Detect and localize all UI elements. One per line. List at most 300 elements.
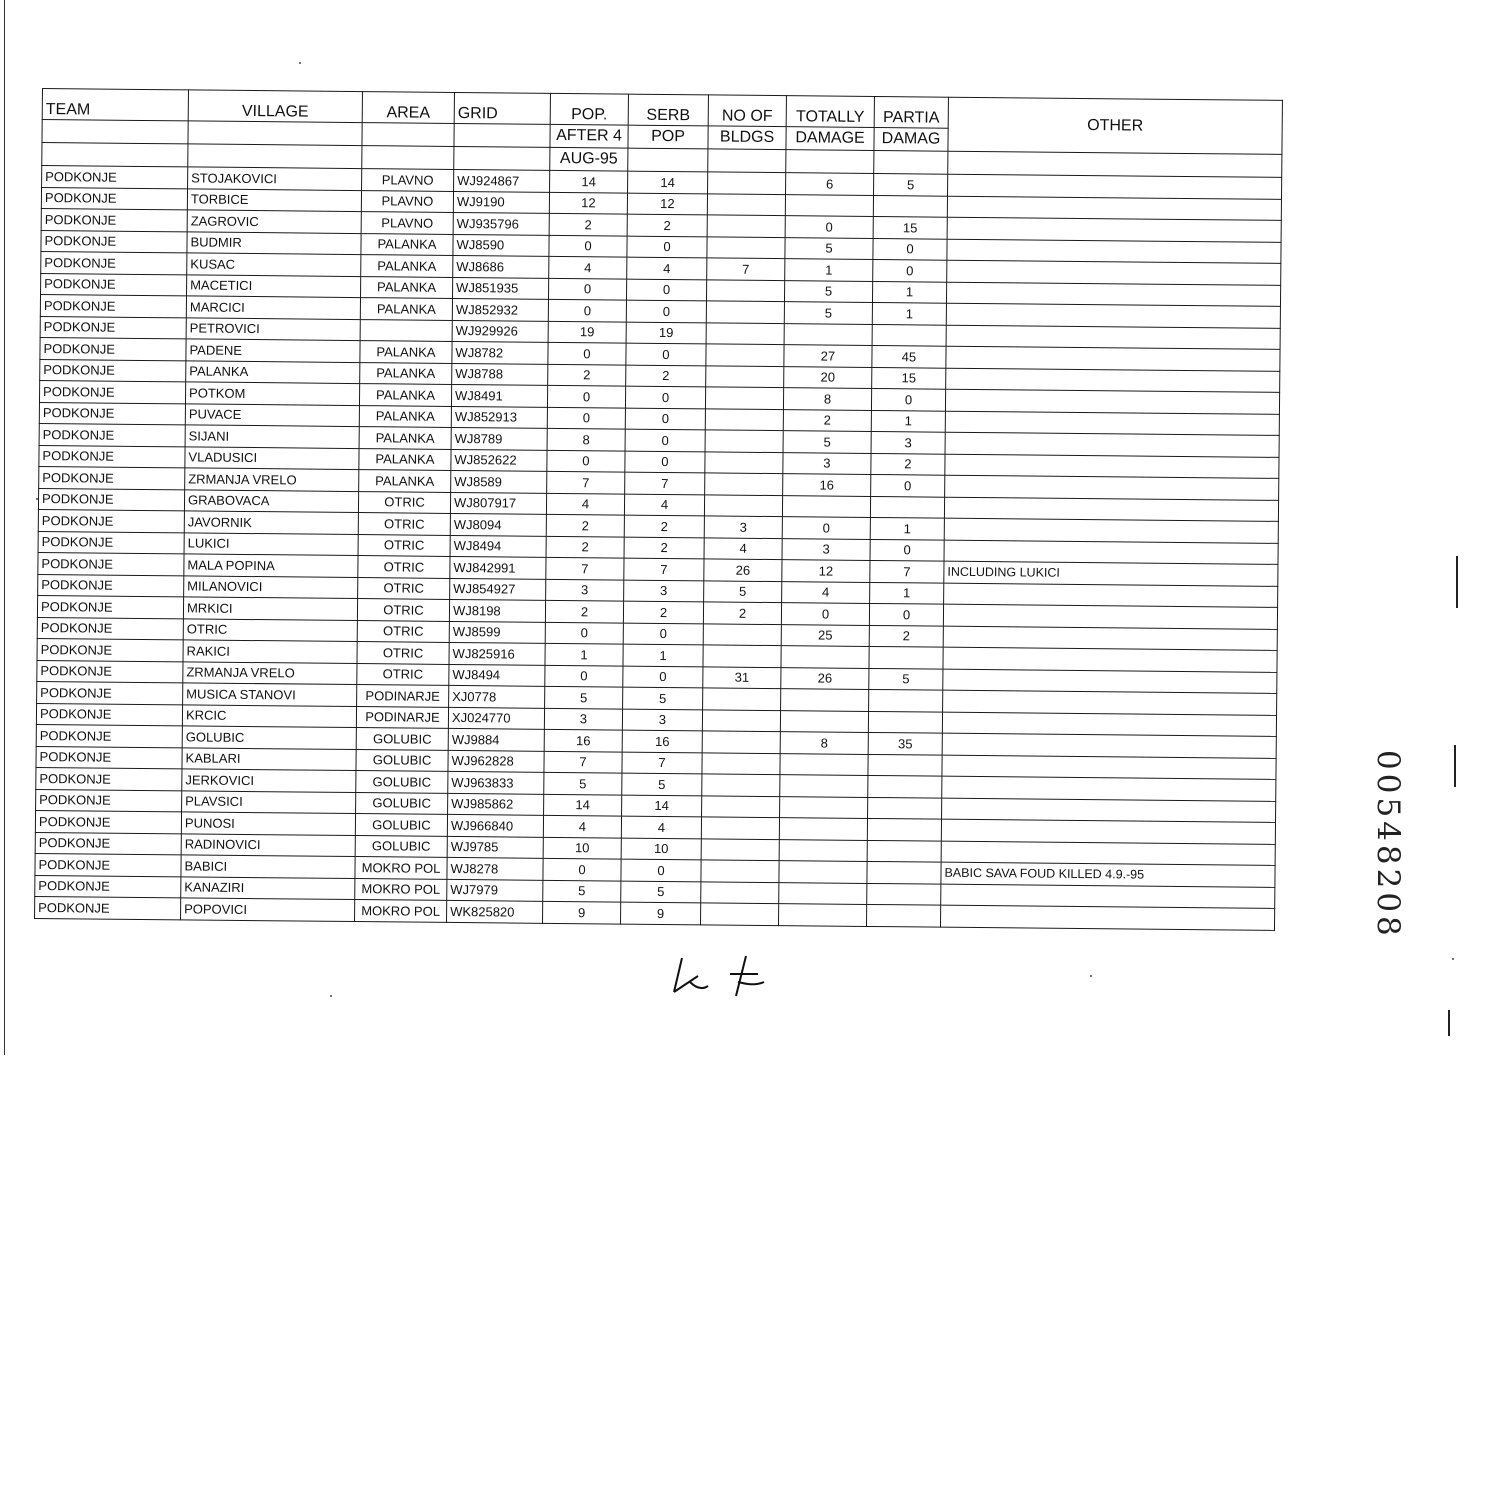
pop-after-cell: 14 [544,794,622,816]
team-cell: PODKONJE [41,187,187,210]
serb-pop-cell: 7 [625,472,705,494]
team-cell: PODKONJE [41,230,187,253]
grid-cell: WJ9884 [448,728,544,750]
team-cell: PODKONJE [39,380,185,403]
partially-damaged-cell: 1 [870,517,944,539]
pop-after-cell: 0 [547,385,625,407]
serb-pop-cell: 0 [627,236,707,258]
grid-cell: WJ825916 [449,642,545,664]
header-area: AREA [362,92,454,124]
buildings-cell [706,301,784,323]
totally-damaged-cell: 3 [783,452,871,474]
totally-damaged-cell: 4 [782,581,870,603]
area-cell: GOLUBIC [355,814,447,836]
partially-damaged-cell: 45 [872,345,946,367]
village-cell: OTRIC [183,618,357,641]
village-cell: RAKICI [183,640,357,663]
area-cell: PLAVNO [361,212,453,234]
buildings-cell [706,365,784,387]
team-cell: PODKONJE [39,402,185,425]
buildings-cell [703,623,781,645]
area-cell: GOLUBIC [356,792,448,814]
totally-damaged-cell [780,710,868,732]
grid-cell: WJ8198 [449,599,545,621]
serb-pop-cell: 5 [622,773,702,795]
serb-pop-cell: 3 [624,580,704,602]
team-cell: PODKONJE [37,638,183,661]
buildings-cell [701,838,779,860]
partially-damaged-cell: 5 [869,668,943,690]
serb-pop-cell: 0 [623,666,703,688]
pop-after-cell: 12 [549,192,627,214]
survey-sheet [34,88,1282,930]
serb-pop-cell: 14 [622,795,702,817]
totally-damaged-cell: 16 [783,474,871,496]
partially-damaged-cell: 0 [871,388,945,410]
village-cell: ZAGROVIC [187,210,361,233]
pop-after-cell: 0 [548,342,626,364]
header-cell [786,150,874,174]
pop-after-cell: 4 [543,815,621,837]
grid-cell: WJ7979 [447,879,543,901]
partially-damaged-cell: 15 [872,367,946,389]
village-cell: KUSAC [187,253,361,276]
village-cell: MRKICI [183,597,357,620]
grid-cell: WJ8494 [449,664,545,686]
buildings-cell: 4 [704,537,782,559]
header-other: OTHER [948,97,1283,154]
pop-after-cell: 2 [546,536,624,558]
area-cell: PALANKA [360,362,452,384]
area-cell: PALANKA [361,255,453,277]
totally-damaged-cell [780,775,868,797]
buildings-cell [706,279,784,301]
buildings-cell [704,494,782,516]
grid-cell: WJ8278 [447,857,543,879]
partially-damaged-cell [872,324,946,346]
grid-cell: WJ8094 [450,513,546,535]
header-cell [454,123,550,147]
buildings-cell [706,344,784,366]
table-body [35,166,1282,930]
team-cell: PODKONJE [35,810,181,833]
pop-after-cell: 5 [543,880,621,902]
totally-damaged-cell: 3 [782,538,870,560]
totally-damaged-cell: 1 [785,259,873,281]
partially-damaged-cell [866,904,940,926]
village-cell: ZRMANJA VRELO [185,468,359,491]
totally-damaged-cell: 0 [781,603,869,625]
partially-damaged-cell: 0 [869,603,943,625]
serb-pop-cell: 0 [625,408,705,430]
totally-damaged-cell [781,689,869,711]
team-cell: PODKONJE [41,273,187,296]
village-cell: KANAZIRI [181,876,355,899]
pop-after-cell: 0 [548,299,626,321]
totally-damaged-cell [779,839,867,861]
margin-mark [1456,556,1458,608]
header-cell [362,123,454,147]
margin-mark [1448,1010,1450,1036]
area-cell: PALANKA [359,405,451,427]
totally-damaged-cell [779,818,867,840]
totally-damaged-cell [780,753,868,775]
serb-pop-cell: 0 [626,343,706,365]
header-cell [708,149,786,173]
village-cell: RADINOVICI [181,833,355,856]
village-cell: PALANKA [186,360,360,383]
village-cell: SIJANI [185,425,359,448]
team-cell: PODKONJE [40,294,186,317]
team-cell: PODKONJE [36,789,182,812]
team-cell: PODKONJE [39,445,185,468]
table-header [42,89,1283,178]
handwritten-initials-signature [668,952,778,1002]
area-cell: PLAVNO [361,190,453,212]
buildings-cell [701,881,779,903]
village-cell: GRABOVACA [184,489,358,512]
team-cell: PODKONJE [38,531,184,554]
header-bldgs-line2: BLDGS [708,126,786,150]
serb-pop-cell: 0 [626,279,706,301]
serb-pop-cell: 12 [627,193,707,215]
header-grid: GRID [454,92,550,124]
totally-damaged-cell [784,323,872,345]
totally-damaged-cell: 5 [784,302,872,324]
pop-after-cell: 5 [544,772,622,794]
serb-pop-cell: 3 [622,709,702,731]
area-cell: GOLUBIC [355,835,447,857]
buildings-cell [705,451,783,473]
area-cell: PLAVNO [362,169,454,191]
pop-after-cell: 0 [547,450,625,472]
serb-pop-cell: 0 [625,386,705,408]
grid-cell: XJ024770 [448,707,544,729]
partially-damaged-cell: 1 [872,302,946,324]
header-cell [188,121,362,146]
team-cell: PODKONJE [35,832,181,855]
buildings-cell [707,215,785,237]
scan-speck [1090,975,1092,977]
buildings-cell [707,193,785,215]
serb-pop-cell: 0 [621,859,701,881]
area-cell: PALANKA [359,427,451,449]
village-cell: JAVORNIK [184,511,358,534]
village-cell: MILANOVICI [184,575,358,598]
team-cell: PODKONJE [36,724,182,747]
bates-stamp-number: 00548208 [1370,750,1406,940]
header-team: TEAM [42,89,188,121]
serb-pop-cell: 2 [626,365,706,387]
area-cell: PALANKA [359,384,451,406]
partially-damaged-cell [868,797,942,819]
buildings-cell [705,408,783,430]
totally-damaged-cell [779,861,867,883]
pop-after-cell: 0 [548,278,626,300]
buildings-cell [702,774,780,796]
grid-cell: WJ8686 [453,255,549,277]
grid-cell: WJ963833 [448,771,544,793]
scan-speck [330,995,332,997]
grid-cell: WK825820 [447,900,543,922]
grid-cell: WJ985862 [448,793,544,815]
grid-cell: WJ929926 [452,320,548,342]
village-cell: STOJAKOVICI [188,167,362,190]
grid-cell: WJ8494 [450,535,546,557]
grid-cell: WJ8590 [453,234,549,256]
village-cell: LUKICI [184,532,358,555]
partially-damaged-cell [868,754,942,776]
totally-damaged-cell [780,796,868,818]
team-cell: PODKONJE [40,316,186,339]
totally-damaged-cell [782,495,870,517]
serb-pop-cell: 2 [627,214,707,236]
pop-after-cell: 4 [549,256,627,278]
header-bldgs: NO OF [708,95,786,127]
village-cell: MALA POPINA [184,554,358,577]
partially-damaged-cell: 1 [870,582,944,604]
header-cell [948,151,1282,177]
buildings-cell [701,817,779,839]
village-cell: KABLARI [182,747,356,770]
totally-damaged-cell: 25 [781,624,869,646]
village-cell: PUVACE [185,403,359,426]
serb-pop-cell: 16 [622,730,702,752]
header-cell [42,143,188,167]
partially-damaged-cell [873,195,947,217]
margin-mark [1454,745,1456,787]
totally-damaged-cell: 8 [783,388,871,410]
buildings-cell [701,903,779,925]
grid-cell: WJ851935 [452,277,548,299]
team-cell: PODKONJE [35,875,181,898]
partially-damaged-cell [867,861,941,883]
village-cell: GOLUBIC [182,726,356,749]
partially-damaged-cell [869,646,943,668]
village-cell: MUSICA STANOVI [183,683,357,706]
serb-pop-cell: 7 [624,558,704,580]
partially-damaged-cell: 7 [870,560,944,582]
header-cell [454,146,550,170]
serb-pop-cell: 2 [623,601,703,623]
area-cell: OTRIC [357,599,449,621]
header-cell [42,120,188,144]
serb-pop-cell: 0 [626,300,706,322]
pop-after-cell: 1 [545,643,623,665]
pop-after-cell: 0 [545,665,623,687]
pop-after-cell: 9 [543,901,621,923]
grid-cell: WJ852913 [451,406,547,428]
village-survey-table [34,88,1283,930]
header-cell [362,146,454,170]
buildings-cell [705,430,783,452]
pop-after-cell: 7 [546,557,624,579]
totally-damaged-cell: 5 [783,431,871,453]
header-partia-line2: DAMAG [874,127,948,151]
pop-after-cell: 0 [543,858,621,880]
serb-pop-cell: 2 [624,515,704,537]
pop-after-cell: 14 [550,170,628,192]
partially-damaged-cell: 0 [873,238,947,260]
serb-pop-cell: 4 [624,494,704,516]
buildings-cell [702,752,780,774]
team-cell: PODKONJE [38,574,184,597]
grid-cell: WJ852622 [451,449,547,471]
team-cell: PODKONJE [37,617,183,640]
area-cell: GOLUBIC [356,771,448,793]
area-cell: PALANKA [361,233,453,255]
serb-pop-cell: 2 [624,537,704,559]
serb-pop-cell: 5 [623,687,703,709]
pop-after-cell: 19 [548,321,626,343]
scan-speck [1452,958,1454,960]
area-cell: OTRIC [357,663,449,685]
village-cell: MARCICI [186,296,360,319]
grid-cell: WJ854927 [450,578,546,600]
serb-pop-cell: 0 [625,429,705,451]
partially-damaged-cell: 2 [871,453,945,475]
village-cell: POPOVICI [181,898,355,921]
grid-cell: WJ962828 [448,750,544,772]
area-cell [360,319,452,341]
header-cell [628,148,708,172]
grid-cell: WJ935796 [453,212,549,234]
serb-pop-cell: 19 [626,322,706,344]
village-cell: BUDMIR [187,231,361,254]
grid-cell: XJ0778 [449,685,545,707]
totally-damaged-cell: 0 [782,517,870,539]
totally-damaged-cell: 5 [784,280,872,302]
serb-pop-cell: 5 [621,881,701,903]
grid-cell: WJ8599 [449,621,545,643]
partially-damaged-cell [868,711,942,733]
area-cell: OTRIC [357,642,449,664]
team-cell: PODKONJE [40,337,186,360]
pop-after-cell: 3 [546,579,624,601]
buildings-cell: 3 [704,516,782,538]
partially-damaged-cell: 15 [873,216,947,238]
area-cell: PALANKA [360,298,452,320]
area-cell: MOKRO POL [355,857,447,879]
buildings-cell [702,731,780,753]
village-cell: MACETICI [187,274,361,297]
serb-pop-cell: 4 [621,816,701,838]
partially-damaged-cell: 35 [868,732,942,754]
buildings-cell [705,387,783,409]
team-cell: PODKONJE [39,466,185,489]
partially-damaged-cell: 1 [871,410,945,432]
other-notes-cell [940,905,1274,930]
grid-cell: WJ8491 [451,384,547,406]
grid-cell: WJ807917 [450,492,546,514]
village-cell: PLAVSICI [182,790,356,813]
serb-pop-cell: 9 [621,902,701,924]
pop-after-cell: 10 [543,837,621,859]
partially-damaged-cell: 0 [871,474,945,496]
pop-after-cell: 0 [547,407,625,429]
scan-speck [299,62,301,64]
totally-damaged-cell: 8 [780,732,868,754]
totally-damaged-cell: 5 [785,237,873,259]
area-cell: OTRIC [358,491,450,513]
area-cell: PODINARJE [356,706,448,728]
team-cell: PODKONJE [39,423,185,446]
totally-damaged-cell: 2 [783,409,871,431]
team-cell: PODKONJE [36,746,182,769]
village-cell: PUNOSI [181,812,355,835]
header-totally: TOTALLY [786,96,874,128]
partially-damaged-cell: 1 [872,281,946,303]
buildings-cell: 31 [703,666,781,688]
grid-cell: WJ8788 [452,363,548,385]
buildings-cell [701,860,779,882]
pop-after-cell: 7 [547,471,625,493]
area-cell: MOKRO POL [355,878,447,900]
totally-damaged-cell: 6 [786,173,874,195]
header-cell [874,150,948,174]
header-village: VILLAGE [188,90,362,123]
totally-damaged-cell [778,904,866,926]
pop-after-cell: 2 [545,600,623,622]
pop-after-cell: 2 [546,514,624,536]
team-cell: PODKONJE [40,359,186,382]
buildings-cell: 7 [707,258,785,280]
totally-damaged-cell: 27 [784,345,872,367]
partially-damaged-cell: 2 [869,625,943,647]
partially-damaged-cell [867,883,941,905]
partially-damaged-cell [867,818,941,840]
grid-cell: WJ8782 [452,341,548,363]
buildings-cell [706,322,784,344]
pop-after-cell: 8 [547,428,625,450]
grid-cell: WJ842991 [450,556,546,578]
serb-pop-cell: 7 [622,752,702,774]
serb-pop-cell: 4 [627,257,707,279]
village-cell: KRCIC [182,704,356,727]
buildings-cell [703,645,781,667]
totally-damaged-cell [785,194,873,216]
team-cell: PODKONJE [41,251,187,274]
team-cell: PODKONJE [38,509,184,532]
serb-pop-cell: 10 [621,838,701,860]
buildings-cell: 26 [704,559,782,581]
buildings-cell [703,688,781,710]
area-cell: GOLUBIC [356,728,448,750]
area-cell: OTRIC [358,556,450,578]
area-cell: OTRIC [358,513,450,535]
serb-pop-cell: 0 [625,451,705,473]
pop-after-cell: 3 [544,708,622,730]
grid-cell: WJ8789 [451,427,547,449]
pop-after-cell: 4 [546,493,624,515]
header-pop-line2: AFTER 4 [550,124,628,148]
area-cell: PALANKA [360,341,452,363]
buildings-cell [702,795,780,817]
header-totally-line2: DAMAGE [786,127,874,151]
team-cell: PODKONJE [36,767,182,790]
team-cell: PODKONJE [42,166,188,189]
partially-damaged-cell [869,689,943,711]
serb-pop-cell: 1 [623,644,703,666]
totally-damaged-cell [779,882,867,904]
team-cell: PODKONJE [36,703,182,726]
area-cell: PODINARJE [357,685,449,707]
village-cell: TORBICE [187,188,361,211]
village-cell: POTKOM [185,382,359,405]
area-cell: OTRIC [357,620,449,642]
buildings-cell [707,236,785,258]
grid-cell: WJ8589 [451,470,547,492]
